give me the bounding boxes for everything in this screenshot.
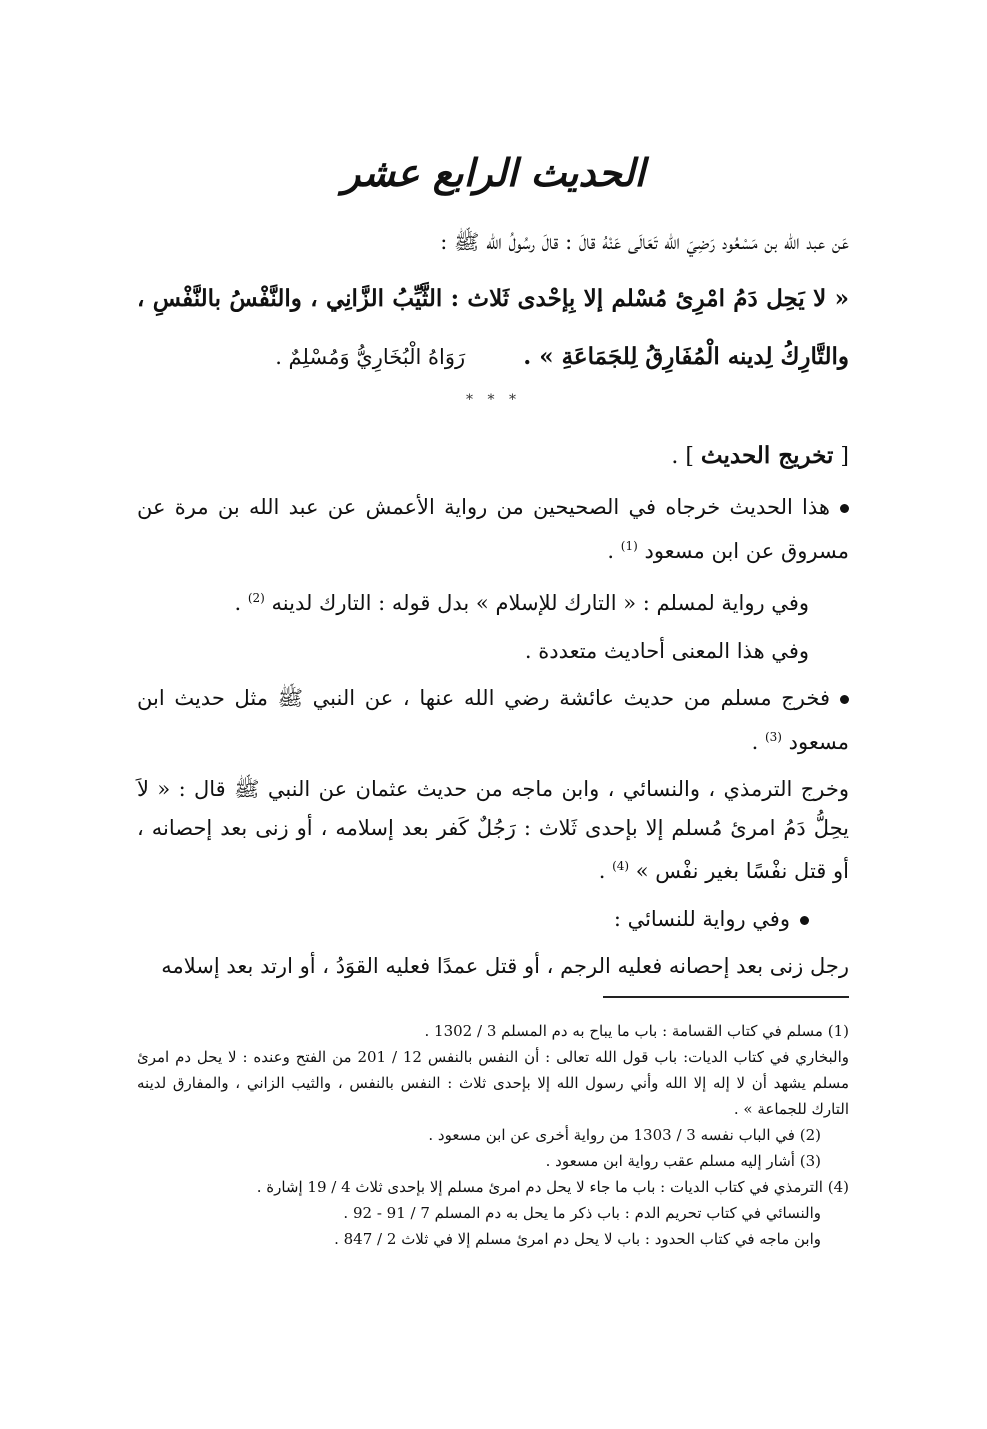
hadith-text: « لا يَحِل دَمُ امْرِئ مُسْلم إلا بِإحْدى ثَلاث : الثَّيِّبُ الزَّانِي ، والنَّفْسُ بالنَّفْسِ ، والتَّارِكُ لِدينه الْمُفَارِقُ لِلجَمَاعَةِ » .	[137, 285, 849, 370]
footnote-item: والبخاري في كتاب الديات: باب قول الله تعالى : أن النفس بالنفس 12 / 201 من الفتح وعنده : لا يحل دم امرئ مسلم يشهد أن لا إله إلا الله وأني رسول الله إلا بإحدى ثلاث : النفس بالنفس ، والثيب الزاني ، والمفارق لدينه التارك للجماعة » .	[137, 1048, 850, 1118]
footnote-item: والنسائي في كتاب تحريم الدم : باب ذكر ما يحل به دم المسلم 7 / 91 - 92 .	[343, 1204, 821, 1222]
footnote-item: (1) مسلم في كتاب القسامة : باب ما يباح به دم المسلم 3 / 1302 .	[424, 1022, 849, 1040]
paragraph-text: فخرج مسلم من حديث عائشة رضي الله عنها ، عن النبي ﷺ مثل حديث ابن مسعود	[137, 686, 849, 754]
paragraph-text: رجل زنى بعد إحصانه فعليه الرجم ، أو قتل عمدًا فعليه القوَدُ ، أو ارتد بعد إسلامه	[161, 954, 849, 978]
hadith-narration: رَوَاهُ الْبُخَارِيُّ وَمُسْلِمٌ .	[275, 345, 466, 369]
footnote-ref: (2)	[247, 591, 265, 605]
paragraph-text: وفي رواية لمسلم : « التارك للإسلام » بدل قوله : التارك لدينه	[271, 591, 809, 615]
body-paragraph	[137, 579, 849, 623]
chapter-heading: الحديث الرابع عشر	[342, 150, 645, 195]
hadith-text-block	[137, 270, 849, 386]
footnote-item: (2) في الباب نفسه 3 / 1303 من رواية أخرى عن ابن مسعود .	[428, 1126, 821, 1144]
hadith-intro: عَن عبد الله بن مَسْعُود رَضِيَ الله تَعَالَى عَنْهُ قالَ : قالَ رسُولُ الله ﷺ :	[440, 230, 849, 254]
section-title-open-bracket: [	[840, 444, 849, 469]
paragraph-text: وخرج الترمذي ، والنسائي ، وابن ماجه من حديث عثمان عن النبي ﷺ قال : « لاَ يحِلُّ دَمُ امرئ مُسلم إلا بإحدى ثَلاث : رَجُلٌ كَفر بعد إسلامه ، أو زنى بعد إحصانه ، أو قتل نفْسًا بغير نفْس »	[137, 777, 849, 883]
footnote-ref: (4)	[612, 859, 630, 873]
section-title-close-bracket: ] .	[671, 444, 694, 469]
section-title	[137, 436, 849, 477]
footnote-ref: (3)	[764, 729, 782, 744]
footnotes	[137, 1018, 849, 1252]
paragraph-text: وفي هذا المعنى أحاديث متعددة .	[524, 638, 809, 663]
paragraph-text: هذا الحديث خرجاه في الصحيحين من رواية الأعمش عن عبد الله بن مرة عن مسروق عن ابن مسعود	[137, 495, 849, 563]
footnote-item: (4) الترمذي في كتاب الديات : باب ما جاء لا يحل دم امرئ مسلم إلا بإحدى ثلاث 4 / 19 إشارة .	[256, 1178, 849, 1196]
bullet-icon	[840, 695, 849, 704]
footnote-item: وابن ماجه في كتاب الحدود : باب لا يحل دم امرئ مسلم إلا في ثلاث 2 / 847 .	[334, 1230, 821, 1248]
body-paragraph	[137, 900, 849, 939]
bullet-icon	[800, 916, 809, 925]
footnote-divider	[603, 996, 849, 998]
body-paragraph	[137, 947, 849, 986]
section-separator: * * *	[466, 392, 521, 408]
paragraph-end-mark: .	[751, 729, 759, 754]
paragraph-end-mark: .	[598, 859, 606, 883]
footnote-item: (3) أشار إليه مسلم عقب رواية ابن مسعود .	[545, 1152, 821, 1170]
body-paragraph	[137, 632, 849, 671]
paragraph-text: وفي رواية للنسائي :	[613, 906, 790, 931]
bullet-icon	[840, 504, 849, 513]
body-paragraph	[137, 679, 849, 761]
paragraph-end-mark: .	[234, 591, 242, 615]
body-paragraph	[137, 488, 849, 570]
takhrij-body	[137, 488, 849, 995]
section-title-text: تخريج الحديث	[700, 442, 834, 469]
body-paragraph	[137, 770, 849, 891]
paragraph-end-mark: .	[607, 538, 615, 563]
footnote-ref: (1)	[620, 538, 638, 553]
